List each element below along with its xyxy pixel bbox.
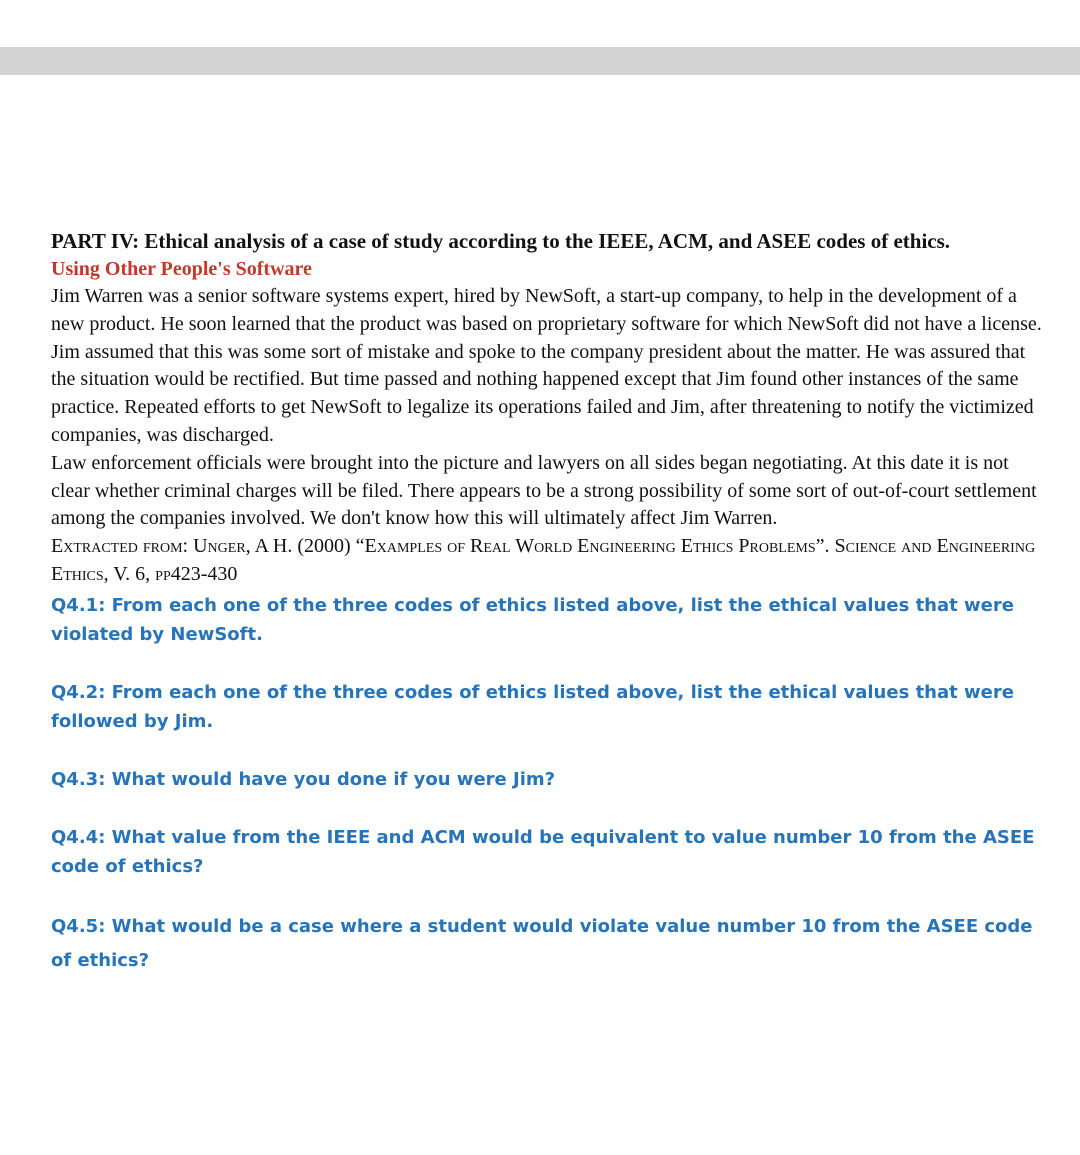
question-4-4: Q4.4: What value from the IEEE and ACM would be equivalent to value number 10 from the ASEE code of ethics? — [51, 826, 1035, 877]
question-4-2: Q4.2: From each one of the three codes of ethics listed above, list the ethical values that were followed by Jim. — [51, 681, 1014, 732]
source-citation: Extracted from: Unger, A H. (2000) “Examples of Real World Engineering Ethics Problems”. Science and Engineering Ethics, V. 6, pp423-430 — [51, 535, 1036, 585]
case-paragraph-2: Law enforcement officials were brought into the picture and lawyers on all sides began negotiating. At this date it is not clear whether criminal charges will be filed. There appears to be a strong possibility of some sort of out-of-court settlement among the companies involved. We don't know how this will ultimately affect Jim Warren. — [51, 451, 1037, 530]
question-4-5: Q4.5: What would be a case where a student would violate value number 10 from the ASEE code of ethics? — [51, 915, 1033, 971]
document-content — [51, 227, 1046, 978]
top-bar — [0, 47, 1080, 75]
question-4-3: Q4.3: What would have you done if you were Jim? — [51, 768, 556, 790]
part-heading: PART IV: Ethical analysis of a case of study according to the IEEE, ACM, and ASEE codes of ethics. — [51, 229, 951, 253]
question-4-1: Q4.1: From each one of the three codes of ethics listed above, list the ethical values that were violated by NewSoft. — [51, 594, 1014, 645]
case-paragraph-1: Jim Warren was a senior software systems expert, hired by NewSoft, a start-up company, to help in the development of a new product. He soon learned that the product was based on proprietary software for which NewSoft did not have a license. Jim assumed that this was some sort of mistake and spoke to the company president about the matter. He was assured that the situation would be rectified. But time passed and nothing happened except that Jim found other instances of the same practice. Repeated efforts to get NewSoft to legalize its operations failed and Jim, after threatening to notify the victimized companies, was discharged. — [51, 285, 1042, 446]
case-title: Using Other People's Software — [51, 258, 312, 280]
